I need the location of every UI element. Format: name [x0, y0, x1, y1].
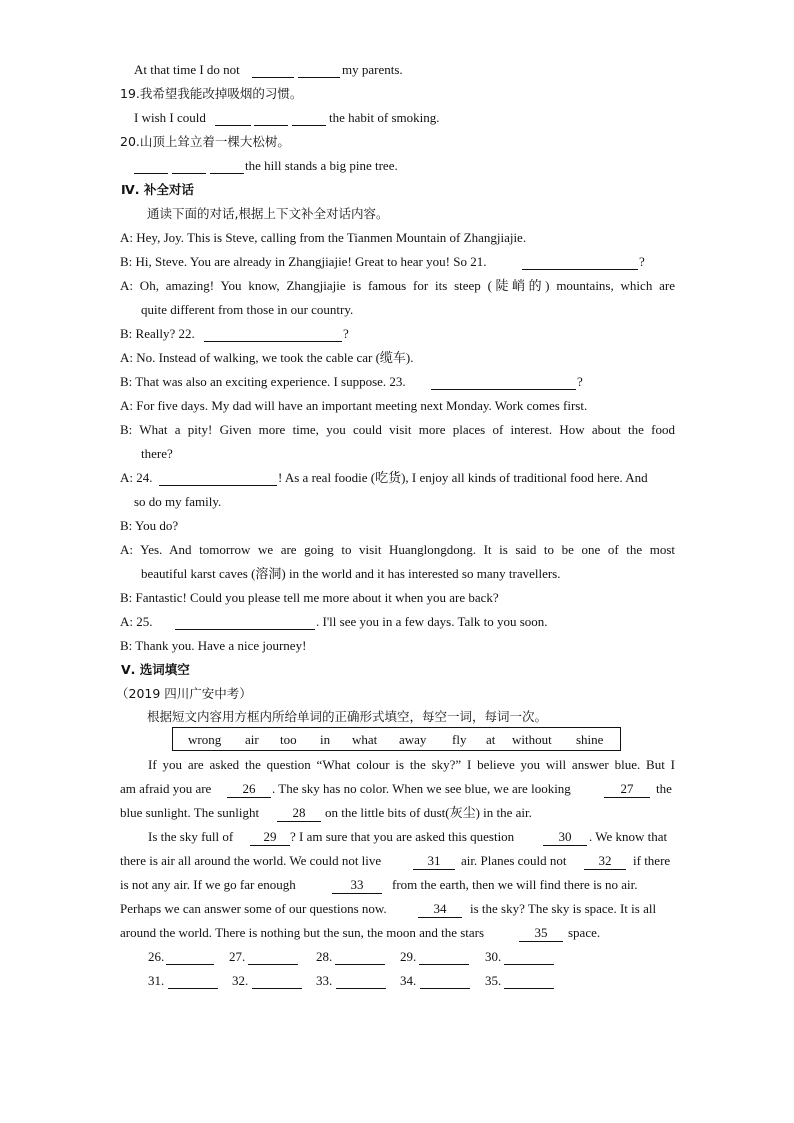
passage-text: If you are asked the question “What colour is the sky?” I believe you will answer blue. But I [148, 757, 675, 772]
q20-text: the hill stands a big pine tree. [245, 158, 398, 173]
answer-line-28[interactable] [335, 949, 385, 965]
passage-line [0, 897, 794, 921]
q20-blank-1[interactable] [134, 158, 168, 174]
dialog-text: A: 25. [120, 614, 153, 629]
q18-blank-2[interactable] [298, 62, 340, 78]
dialog-text: B: What a pity! Given more time, you could visit more places of interest. How about the food [120, 422, 675, 437]
q19-text-b: the habit of smoking. [329, 110, 440, 125]
answer-row [0, 969, 794, 993]
q18-blank-1[interactable] [252, 62, 294, 78]
dialog-text: B: Thank you. Have a nice journey! [120, 638, 307, 653]
passage-blank-28[interactable]: 28 [277, 804, 321, 822]
q18-text-a: At that time I do not [134, 62, 240, 77]
dialog-line [0, 538, 794, 562]
answer-line-32[interactable] [252, 973, 302, 989]
q19-english-line [0, 106, 794, 130]
dialog-text: there? [141, 446, 173, 461]
q19-chinese: 19.我希望我能改掉吸烟的习惯。 [120, 86, 303, 101]
dialog-line [0, 562, 794, 586]
answer-blank-25[interactable] [175, 614, 315, 630]
word-bank-item: away [399, 732, 427, 747]
dialog-text: A: No. Instead of walking, we took the cable car (缆车). [120, 350, 414, 365]
section5-heading [0, 658, 794, 682]
q19-blank-2[interactable] [254, 110, 288, 126]
passage-text: from the earth, then we will find there is no air. [392, 877, 638, 892]
dialog-line [0, 394, 794, 418]
passage-line [0, 873, 794, 897]
dialog-text: B: Hi, Steve. You are already in Zhangjiajie! Great to hear you! So 21. [120, 254, 487, 269]
answer-line-33[interactable] [336, 973, 386, 989]
passage-text: Is the sky full of [148, 829, 234, 844]
word-bank-item: what [352, 732, 378, 747]
passage-blank-29[interactable]: 29 [250, 828, 290, 846]
answer-line-29[interactable] [419, 949, 469, 965]
dialog-text: A: Yes. And tomorrow we are going to visit Huanglongdong. It is said to be one of the most [120, 542, 675, 557]
q19-chinese-line [0, 82, 794, 106]
passage-line [0, 825, 794, 849]
answer-line-30[interactable] [504, 949, 554, 965]
question-mark: ? [343, 326, 349, 341]
dialog-line [0, 634, 794, 658]
answer-label: 31. [148, 973, 165, 988]
dialog-text: A: Hey, Joy. This is Steve, calling from the Tianmen Mountain of Zhangjiajie. [120, 230, 527, 245]
answer-label: 28. [316, 949, 333, 964]
answer-label: 27. [229, 949, 246, 964]
answer-label: 35. [485, 973, 502, 988]
passage-text: the [656, 781, 672, 796]
passage-blank-35[interactable]: 35 [519, 924, 563, 942]
answer-row [0, 945, 794, 969]
passage-text: . We know that [589, 829, 668, 844]
section4-heading [0, 178, 794, 202]
section5-title: Ⅴ. 选词填空 [121, 662, 190, 677]
q20-blank-3[interactable] [210, 158, 244, 174]
passage-text: around the world. There is nothing but the sun, the moon and the stars [120, 925, 485, 940]
answer-blank-23[interactable] [431, 374, 576, 390]
word-bank-item: too [280, 732, 297, 747]
dialog-text: B: That was also an exciting experience. I suppose. 23. [120, 374, 406, 389]
answer-label: 26. [148, 949, 165, 964]
dialog-text: A: For five days. My dad will have an important meeting next Monday. Work comes first. [120, 398, 588, 413]
passage-text: air. Planes could not [461, 853, 567, 868]
passage-blank-31[interactable]: 31 [413, 852, 455, 870]
answer-blank-22[interactable] [204, 326, 342, 342]
word-bank-item: fly [452, 732, 467, 747]
section5-instruction [0, 705, 794, 729]
dialog-line [0, 250, 794, 274]
passage-line [0, 753, 794, 777]
q18-text-b: my parents. [342, 62, 403, 77]
dialog-line [0, 442, 794, 466]
word-bank-item: wrong [188, 732, 222, 747]
answer-label: 30. [485, 949, 502, 964]
dialog-line [0, 514, 794, 538]
q20-blank-2[interactable] [172, 158, 206, 174]
answer-line-26[interactable] [166, 949, 214, 965]
word-bank-item: without [512, 732, 552, 747]
dialog-line [0, 466, 794, 490]
section4-instruction [0, 202, 794, 226]
dialog-line [0, 370, 794, 394]
dialog-text: quite different from those in our country. [141, 302, 354, 317]
answer-line-35[interactable] [504, 973, 554, 989]
passage-blank-34[interactable]: 34 [418, 900, 462, 918]
passage-text: is not any air. If we go far enough [120, 877, 296, 892]
passage-text: Perhaps we can answer some of our questions now. [120, 901, 387, 916]
section4-title: Ⅳ. 补全对话 [121, 182, 194, 197]
section5-instruction-text: 根据短文内容用方框内所给单词的正确形式填空，每空一词，每词一次。 [147, 709, 548, 724]
q20-chinese: 20.山顶上耸立着一棵大松树。 [120, 134, 290, 149]
word-bank-box [172, 727, 621, 751]
passage-text: there is air all around the world. We could not live [120, 853, 382, 868]
dialog-line [0, 346, 794, 370]
dialog-text: B: Fantastic! Could you please tell me more about it when you are back? [120, 590, 499, 605]
answer-label: 29. [400, 949, 417, 964]
passage-text: is the sky? The sky is space. It is all [470, 901, 657, 916]
question-mark: ? [639, 254, 645, 269]
word-bank-item: at [486, 732, 496, 747]
q18-english-line [0, 58, 794, 82]
dialog-text: A: Oh, amazing! You know, Zhangjiajie is famous for its steep (陡峭的) mountains, which are [120, 278, 675, 293]
passage-blank-26[interactable]: 26 [227, 780, 271, 798]
dialog-line [0, 226, 794, 250]
dialog-text: B: Really? 22. [120, 326, 195, 341]
passage-blank-27[interactable]: 27 [604, 780, 650, 798]
passage-text: space. [568, 925, 601, 940]
passage-text: blue sunlight. The sunlight [120, 805, 260, 820]
passage-text: . The sky has no color. When we see blue, we are looking [272, 781, 571, 796]
passage-line [0, 777, 794, 801]
word-bank-item: air [245, 732, 259, 747]
section5-source [0, 682, 794, 706]
section5-source-text: （2019 四川广安中考） [116, 686, 252, 701]
word-bank-item: shine [576, 732, 604, 747]
dialog-text: ! As a real foodie (吃货), I enjoy all kinds of traditional food here. And [278, 470, 648, 485]
passage-line [0, 849, 794, 873]
dialog-line [0, 298, 794, 322]
dialog-text: B: You do? [120, 518, 179, 533]
dialog-line [0, 274, 794, 298]
passage-text: on the little bits of dust(灰尘) in the air. [325, 805, 532, 820]
dialog-text: so do my family. [134, 494, 222, 509]
passage-text: if there [633, 853, 671, 868]
dialog-line [0, 418, 794, 442]
answer-line-31[interactable] [168, 973, 218, 989]
answer-line-27[interactable] [248, 949, 298, 965]
answer-blank-21[interactable] [522, 254, 638, 270]
answer-line-34[interactable] [420, 973, 470, 989]
answer-blank-24[interactable] [159, 470, 277, 486]
passage-text: ? I am sure that you are asked this question [290, 829, 515, 844]
answer-label: 33. [316, 973, 333, 988]
dialog-text: . I'll see you in a few days. Talk to you soon. [316, 614, 548, 629]
passage-line [0, 921, 794, 945]
dialog-line [0, 586, 794, 610]
passage-blank-32[interactable]: 32 [584, 852, 626, 870]
dialog-line [0, 322, 794, 346]
passage-blank-30[interactable]: 30 [543, 828, 587, 846]
section4-instruction-text: 通读下面的对话,根据上下文补全对话内容。 [147, 206, 389, 221]
dialog-line [0, 490, 794, 514]
question-mark: ? [577, 374, 583, 389]
answer-label: 32. [232, 973, 249, 988]
dialog-text: A: 24. [120, 470, 153, 485]
q20-chinese-line [0, 130, 794, 154]
word-bank-item: in [320, 732, 331, 747]
passage-text: am afraid you are [120, 781, 212, 796]
q19-blank-1[interactable] [215, 110, 251, 126]
dialog-text: beautiful karst caves (溶洞) in the world and it has interested so many travellers. [141, 566, 561, 581]
passage-line [0, 801, 794, 825]
q19-blank-3[interactable] [292, 110, 326, 126]
passage-blank-33[interactable]: 33 [332, 876, 382, 894]
answer-label: 34. [400, 973, 417, 988]
q20-english-line [0, 154, 794, 178]
dialog-line [0, 610, 794, 634]
q19-text-a: I wish I could [134, 110, 206, 125]
